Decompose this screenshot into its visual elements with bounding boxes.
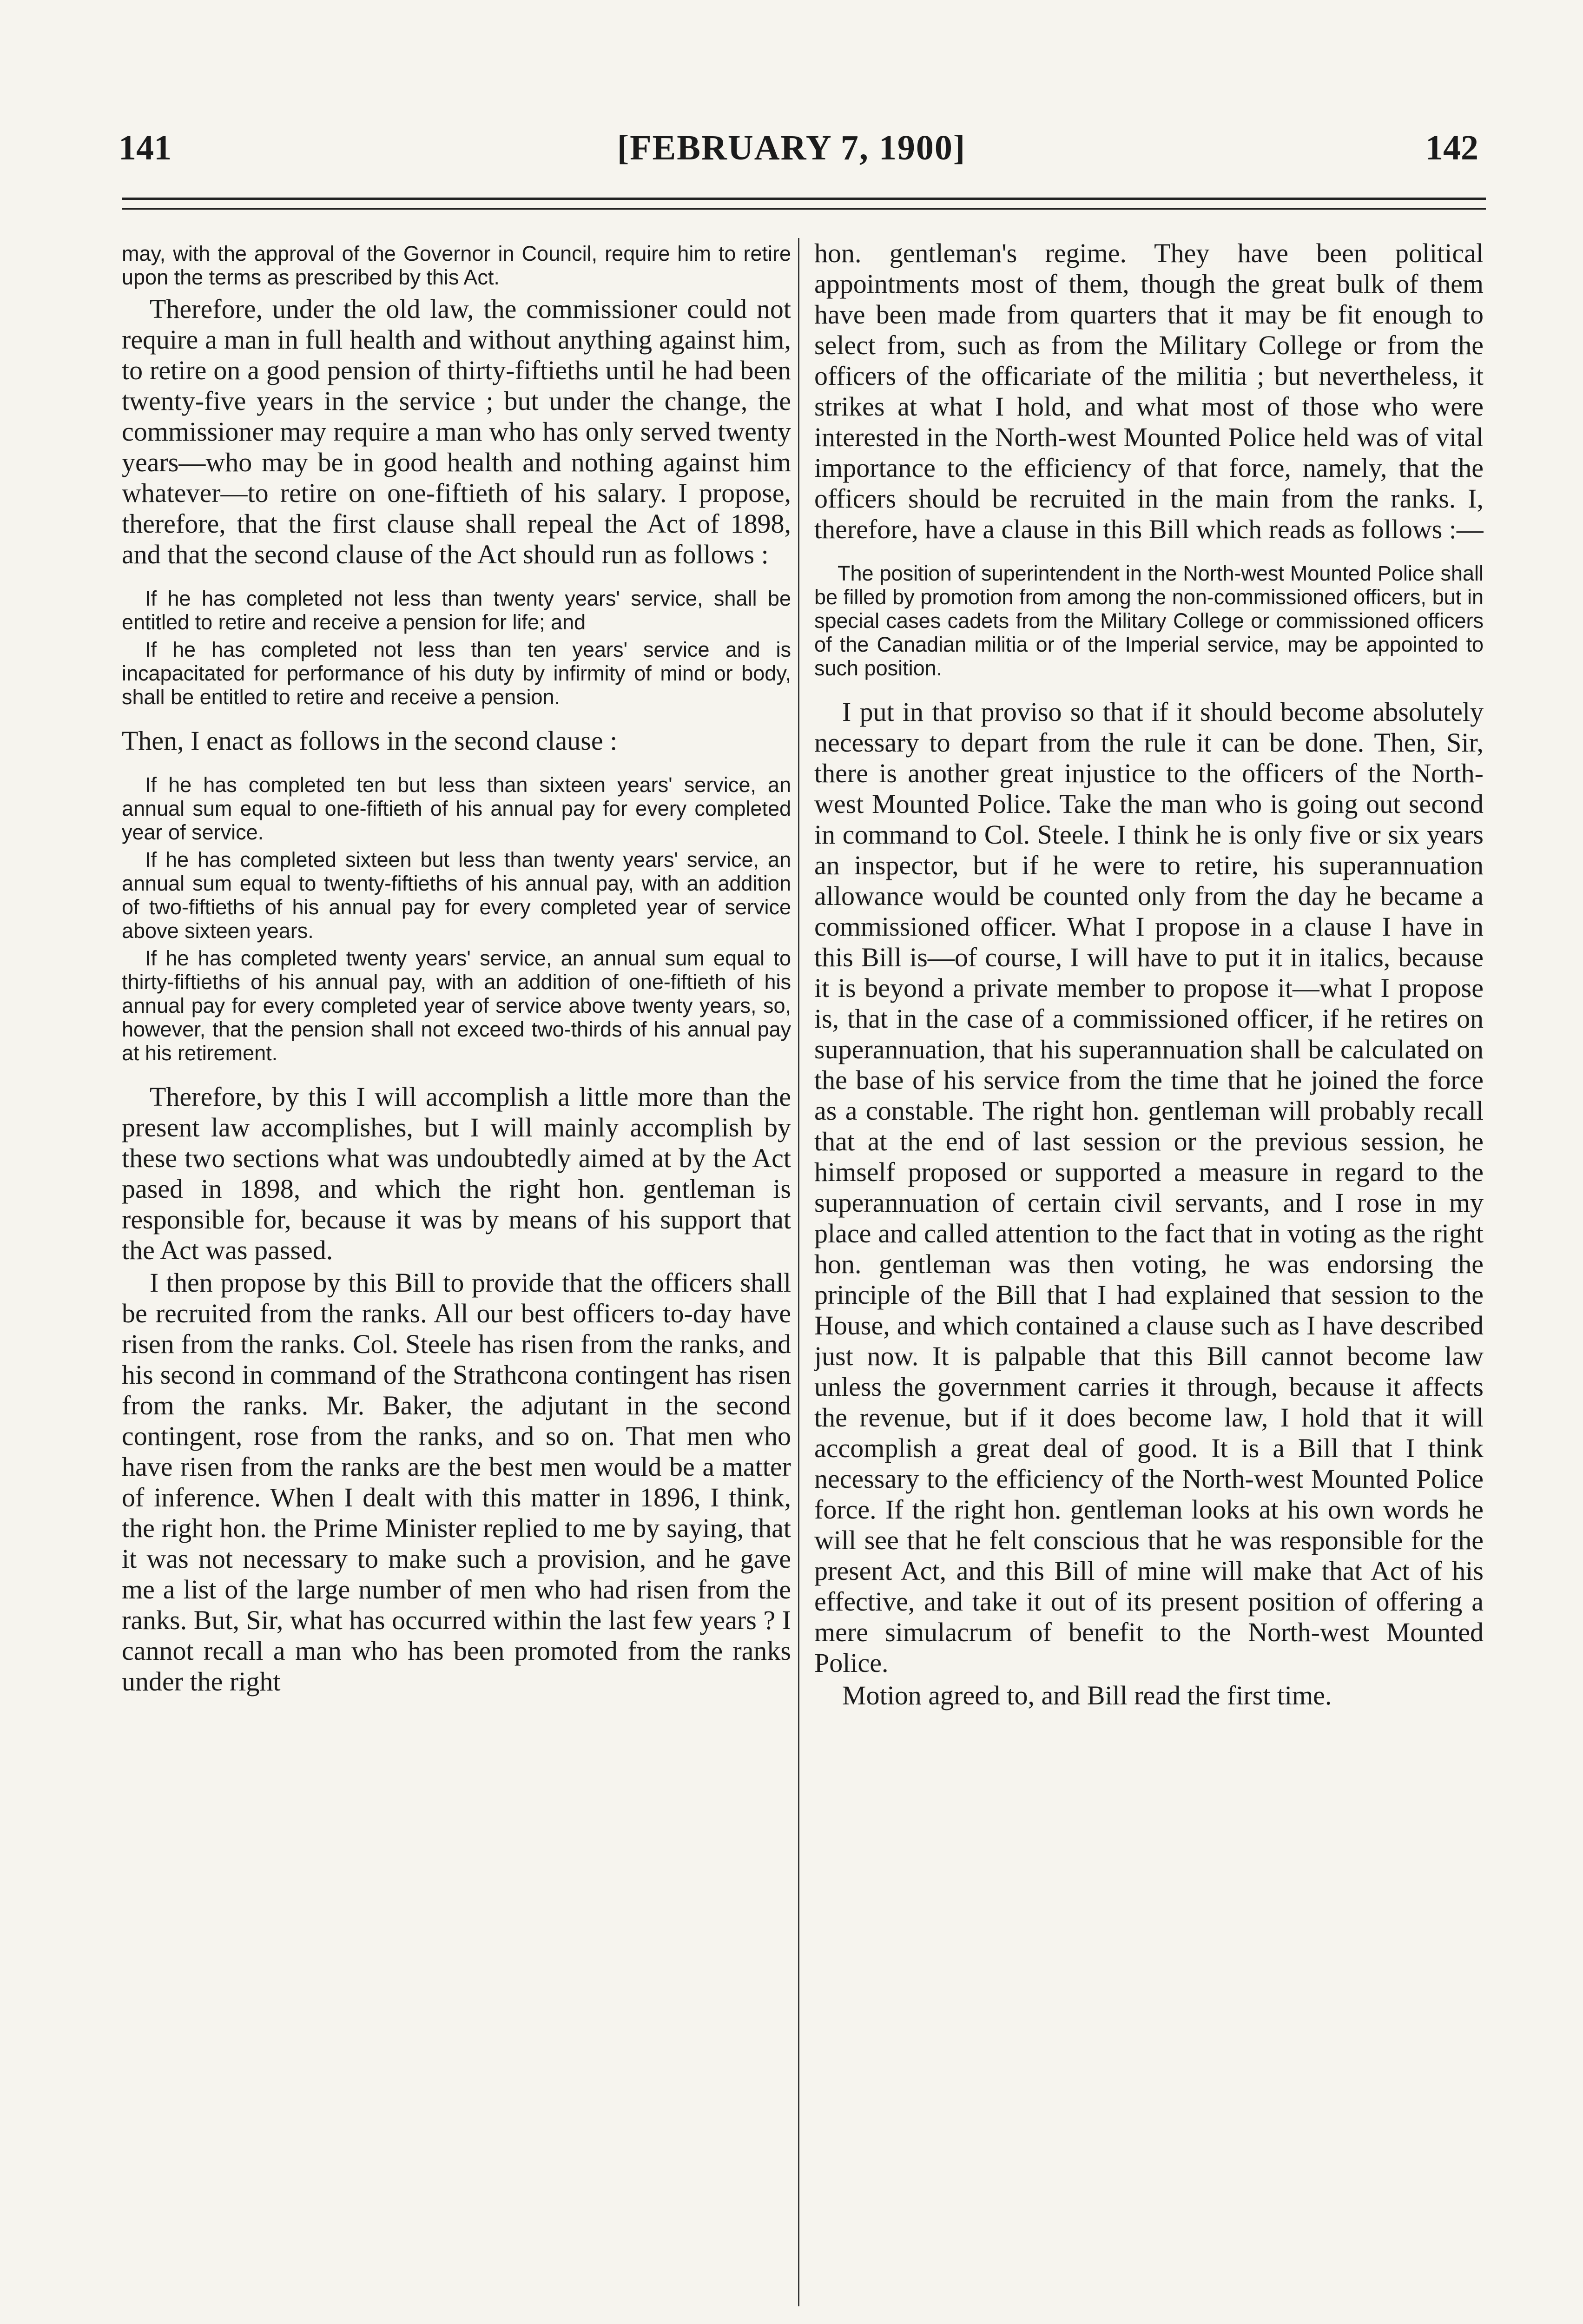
page-number-right: 142 xyxy=(1425,128,1478,167)
body-paragraph: Therefore, under the old law, the commissioner could not require a man in full health and without anything against him, to retire on a good pension of thirty-fiftieths until he had been twenty-five years in the service ; but under the change, the commissioner may require a man who has only served twenty years—who may be in good health and nothing against him whatever—to retire on one-fiftieth of his salary. I propose, therefore, that the first clause shall repeal the Act of 1898, and that the second clause of the Act should run as follows : xyxy=(122,294,791,569)
column-divider xyxy=(798,238,799,2306)
quoted-clause: If he has completed sixteen but less than twenty years' service, an annual sum equal to twenty-fiftieths of his annual pay, with an addition of two-fiftieths of his annual pay for every completed year of service above sixteen years. xyxy=(122,848,791,943)
page-date: [FEBRUARY 7, 1900] xyxy=(617,128,966,167)
quoted-clause-block xyxy=(122,773,791,1065)
body-paragraph: hon. gentleman's regime. They have been political appointments most of them, though the great bulk of them have been made from quarters that it may be fit enough to select from, such as from the Military College or from the officers of the officariate of the militia ; but nevertheless, it strikes at what I hold, and what most of those who were interested in the North-west Mounted Police held was of vital importance to the efficiency of that force, namely, that the officers should be recruited in the main from the ranks. I, therefore, have a clause in this Bill which reads as follows :— xyxy=(814,238,1484,544)
quoted-clause: The position of superintendent in the North-west Mounted Police shall be filled by promotion from among the non-commissioned officers, but in special cases cadets from the Military College or commissioned officers of the Canadian militia or of the Imperial service, may be appointed to such position. xyxy=(814,561,1484,680)
quoted-clause: If he has completed not less than twenty years' service, shall be entitled to retire and receive a pension for life; and xyxy=(122,587,791,634)
body-paragraph: Then, I enact as follows in the second clause : xyxy=(122,726,618,756)
body-paragraph: I then propose by this Bill to provide that the officers shall be recruited from the ranks. All our best officers to-day have risen from the ranks. Col. Steele has risen from the ranks, and his second in command of the Strathcona contingent has risen from the ranks. Mr. Baker, the adjutant in the second contingent, rose from the ranks, and so on. That men who have risen from the ranks are the best men would be a matter of inference. When I dealt with this matter in 1896, I think, the right hon. the Prime Minister replied to me by saying, that it was not necessary to make such a provision, and he gave me a list of the large number of men who had risen from the ranks. But, Sir, what has occurred within the last few years ? I cannot recall a man who has been promoted from the ranks under the right xyxy=(122,1268,791,1697)
header-rule-thick xyxy=(122,198,1486,200)
quoted-clause: If he has completed ten but less than sixteen years' service, an annual sum equal to one-fiftieth of his annual pay for every completed year of service. xyxy=(122,773,791,844)
body-paragraph: Therefore, by this I will accomplish a little more than the present law accomplishes, but I will mainly accomplish by these two sections what was undoubtedly aimed at by the Act pased in 1898, and which the right hon. gentleman is responsible for, because it was by means of his support that the Act was passed. xyxy=(122,1082,791,1265)
quoted-clause: If he has completed not less than ten years' service and is incapacitated for performance of his duty by infirmity of mind or body, shall be entitled to retire and receive a pension. xyxy=(122,638,791,709)
header-rule-thin xyxy=(122,208,1486,210)
quoted-clause-block xyxy=(814,561,1484,680)
quoted-text: may, with the approval of the Governor in Council, require him to retire upon the terms as prescribed by this Act. xyxy=(122,242,791,289)
left-column xyxy=(122,238,791,2306)
body-paragraph: Motion agreed to, and Bill read the first time. xyxy=(842,1680,1332,1710)
quoted-clause-block xyxy=(122,587,791,709)
right-column xyxy=(814,238,1484,2306)
quoted-clause: If he has completed twenty years' service, an annual sum equal to thirty-fiftieths of his annual pay, with an addition of one-fiftieth of his annual pay for every completed year of service above twenty years, so, however, that the pension shall not exceed two-thirds of his annual pay at his retirement. xyxy=(122,946,791,1065)
body-paragraph: I put in that proviso so that if it should become absolutely necessary to depart from the rule it can be done. Then, Sir, there is another great injustice to the officers of the North-west Mounted Police. Take the man who is going out second in command to Col. Steele. I think he is only five or six years an inspector, but if he were to retire, his superannuation allowance would be counted only from the day he became a commissioned officer. What I propose in a clause I have in this Bill is—of course, I will have to put it in italics, because it is beyond a private member to propose it—what I propose is, that in the case of a commissioned officer, if he retires on superannuation, that his superannuation shall be calculated on the base of his service from the time that he joined the force as a constable. The right hon. gentleman will probably recall that at the end of last session or the previous session, he himself proposed or supported a measure in regard to the superannuation of certain civil servants, and I rose in my place and called attention to the fact that in voting as the right hon. gentleman was then voting, he was endorsing the principle of the Bill that I had explained that session to the House, and which contained a clause such as I have described just now. It is palpable that this Bill cannot become law unless the government carries it through, because it affects the revenue, but if it does become law, I hold that it will accomplish a great deal of good. It is a Bill that I think necessary to the efficiency of the North-west Mounted Police force. If the right hon. gentleman looks at his own words he will see that he felt conscious that he was responsible for the present Act, and this Bill of mine will make that Act of his effective, and take it out of its present position of offering a mere simulacrum of benefit to the North-west Mounted Police. xyxy=(814,697,1484,1678)
page-header xyxy=(0,128,1583,179)
page-number-left: 141 xyxy=(119,128,171,167)
